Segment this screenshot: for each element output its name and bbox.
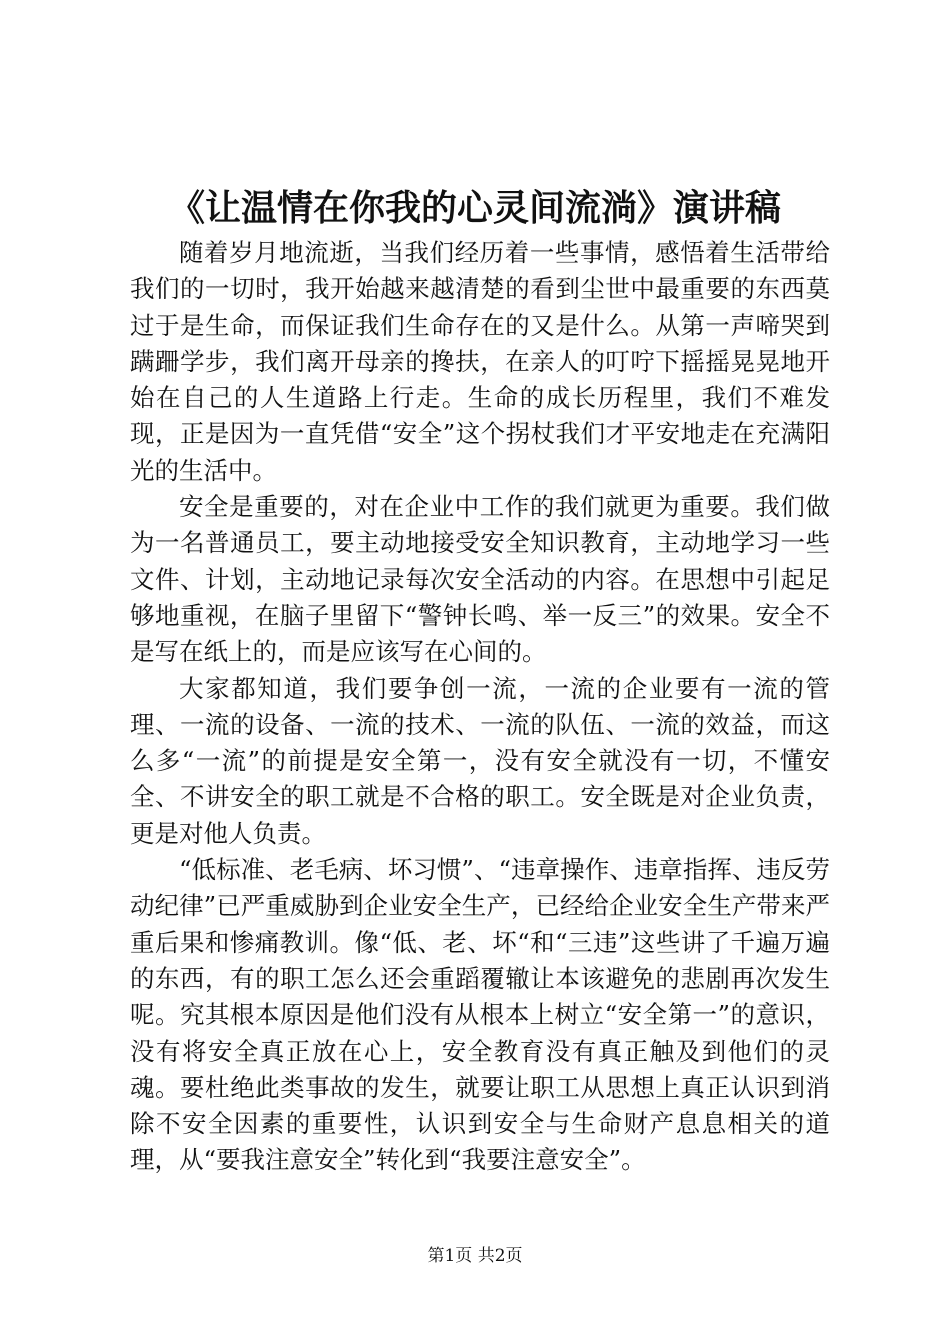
page-number-footer: 第1页 共2页: [427, 1246, 523, 1266]
paragraph: “低标准、老毛病、坏习惯”、“违章操作、违章指挥、违反劳动纪律”已严重威胁到企业安全生产，已经给企业安全生产带来严重后果和惨痛教训。像“低、老、坏“和“三违”这些讲了千遍万遍的东西，有的职工怎么还会重蹈覆辙让本该避免的悲剧再次发生呢。究其根本原因是他们没有从根本上树立“安全第一”的意识，没有将安全真正放在心上，安全教育没有真正触及到他们的灵魂。要杜绝此类事故的发生，就要让职工从思想上真正认识到消除不安全因素的重要性，认识到安全与生命财产息息相关的道理，从“要我注意安全”转化到“我要注意安全”。: [130, 855, 830, 1175]
paragraph: 随着岁月地流逝，当我们经历着一些事情，感悟着生活带给我们的一切时，我开始越来越清楚的看到尘世中最重要的东西莫过于是生命，而保证我们生命存在的又是什么。从第一声啼哭到蹒跚学步，我们离开母亲的搀扶，在亲人的叮咛下摇摇晃晃地开始在自己的人生道路上行走。生命的成长历程里，我们不难发现，正是因为一直凭借“安全”这个拐杖我们才平安地走在充满阳光的生活中。: [130, 238, 830, 485]
paragraph: 大家都知道，我们要争创一流，一流的企业要有一流的管理、一流的设备、一流的技术、一流的队伍、一流的效益，而这么多“一流”的前提是安全第一，没有安全就没有一切，不懂安全、不讲安全的职工就是不合格的职工。安全既是对企业负责，更是对他人负责。: [130, 673, 830, 848]
document-title: 《让温情在你我的心灵间流淌》演讲稿: [168, 187, 781, 229]
paragraph: 安全是重要的，对在企业中工作的我们就更为重要。我们做为一名普通员工，要主动地接受安全知识教育，主动地学习一些文件、计划，主动地记录每次安全活动的内容。在思想中引起足够地重视，在脑子里留下“警钟长鸣、举一反三”的效果。安全不是写在纸上的，而是应该写在心间的。: [130, 492, 830, 667]
document-body: [130, 235, 830, 1183]
paragraph: [130, 1179, 830, 1183]
